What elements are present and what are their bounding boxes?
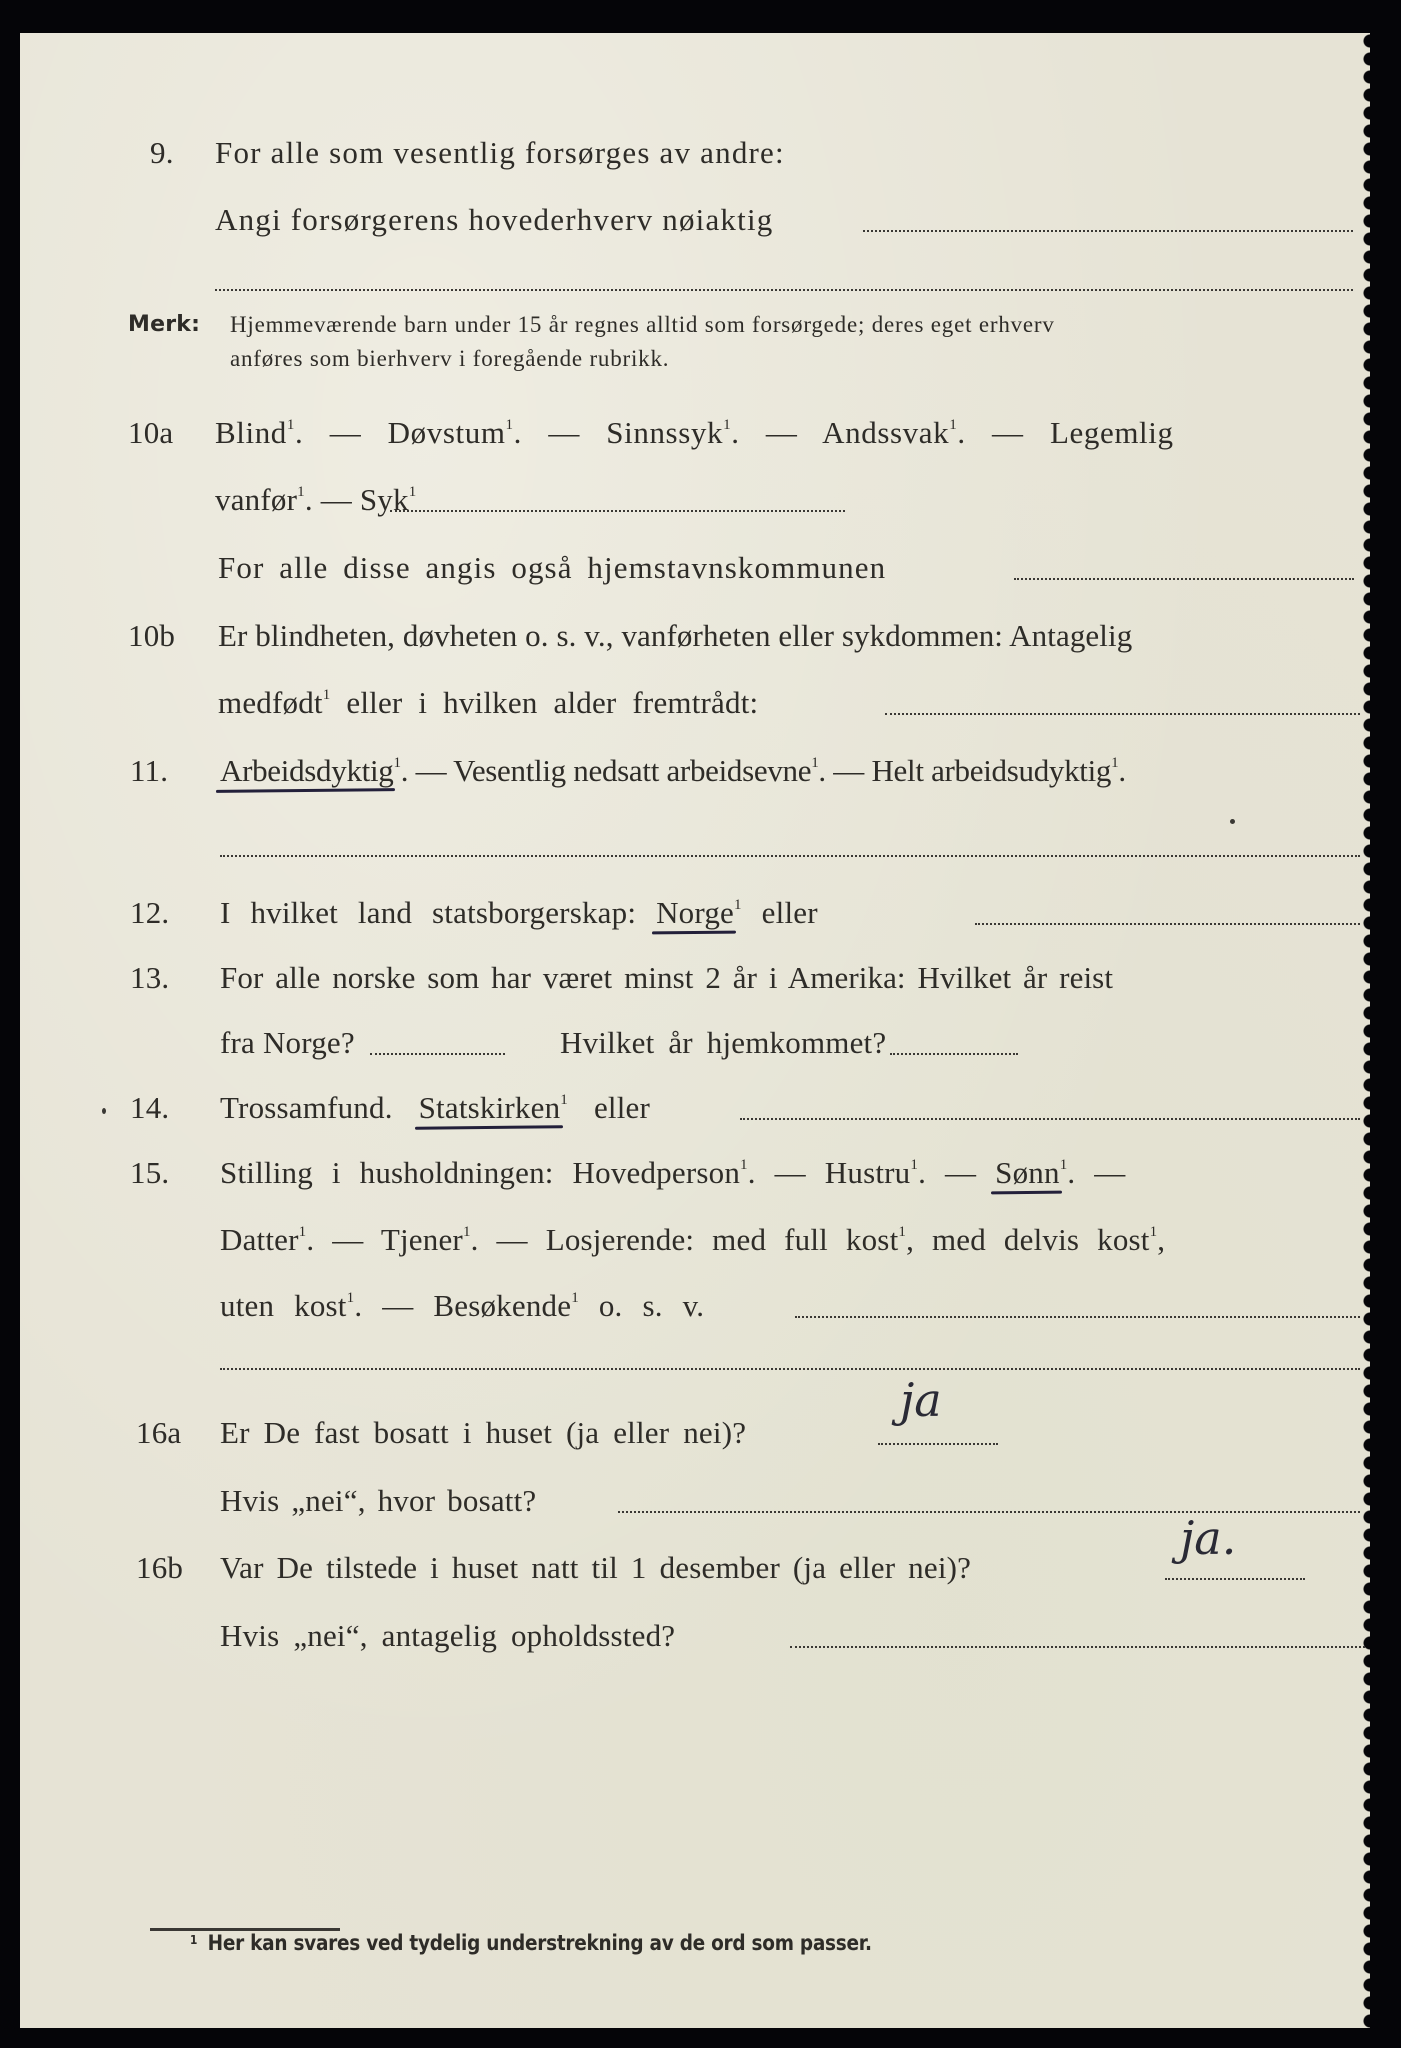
answer-line-reist[interactable] <box>370 1053 505 1055</box>
question-number: 12. <box>130 895 170 930</box>
question-text: Blind$^1$. — Døvstum$^1$. — Sinnssyk$^1$. — Andssvak$^1$. — Legemlig <box>215 415 1174 450</box>
perforated-edge <box>1362 33 1378 2028</box>
field-label: Hvis „nei“, hvor bosatt? <box>220 1483 537 1518</box>
question-text: vanfør$^1$. — Syk$^1$ <box>215 482 417 517</box>
answer-line[interactable] <box>220 855 1360 857</box>
question-number: 14. <box>130 1090 170 1125</box>
field-label: Hvilket år hjemkommet? <box>560 1025 887 1060</box>
question-number: 11. <box>130 753 169 788</box>
question-text: Trossamfund. Statskirken$^1$ eller <box>220 1090 651 1125</box>
field-label: fra Norge? <box>220 1025 355 1060</box>
question-text: I hvilket land statsborgerskap: Norge$^1$ eller <box>220 895 818 930</box>
question-text: Arbeidsdyktig$^1$. — Vesentlig nedsatt arbeidsevne$^1$. — Helt arbeidsudyktig$^1$. <box>220 753 1126 788</box>
answer-line[interactable] <box>878 1443 998 1445</box>
note-text: Hjemmeværende barn under 15 år regnes alltid som forsørgede; deres eget erhverv <box>230 312 1055 337</box>
question-text: Var De tilstede i huset natt til 1 desember (ja eller nei)? <box>220 1550 972 1585</box>
question-number: 16a <box>136 1415 182 1450</box>
answer-line-extra[interactable] <box>215 289 1353 291</box>
note-label: Merk: <box>128 312 201 337</box>
answer-line[interactable] <box>975 923 1360 925</box>
question-number: 15. <box>130 1155 170 1190</box>
footnote-text: Her kan svares ved tydelig understrekning av de ord som passer. <box>207 1931 872 1955</box>
answer-line[interactable] <box>863 230 1353 232</box>
answer-line[interactable] <box>740 1118 1360 1120</box>
answer-line[interactable] <box>1165 1578 1305 1580</box>
question-number: 10a <box>128 415 174 450</box>
answer-line[interactable] <box>790 1646 1365 1648</box>
field-label: medfødt$^1$ eller i hvilken alder fremtrådt: <box>218 685 759 720</box>
field-label: uten kost$^1$. — Besøkende$^1$ o. s. v. <box>220 1288 705 1323</box>
field-label: For alle disse angis også hjemstavnskommunen <box>218 550 887 585</box>
question-number: 16b <box>136 1550 184 1585</box>
question-text: For alle som vesentlig forsørges av andre: <box>215 135 785 170</box>
underlined-answer: Sønn <box>995 1155 1060 1190</box>
field-label: Hvis „nei“, antagelig opholdssted? <box>220 1618 676 1653</box>
question-number: 13. <box>130 960 170 995</box>
footnote-marker: 1 <box>190 1933 198 1947</box>
answer-line[interactable] <box>1014 578 1354 580</box>
answer-line-hjemkommet[interactable] <box>890 1053 1018 1055</box>
answer-line[interactable] <box>885 713 1360 715</box>
note-text: anføres som bierhverv i foregående rubrikk. <box>230 346 670 371</box>
census-form-page <box>20 33 1370 2028</box>
underlined-answer: Arbeidsdyktig <box>220 753 394 788</box>
ink-speck <box>102 1108 106 1114</box>
field-label: Angi forsørgerens hovederhverv nøiaktig <box>215 202 774 237</box>
question-text: Datter$^1$. — Tjener$^1$. — Losjerende: med full kost$^1$, med delvis kost$^1$, <box>220 1222 1166 1257</box>
footnote <box>190 1931 872 1955</box>
question-text: Er De fast bosatt i huset (ja eller nei)? <box>220 1415 747 1450</box>
answer-line-extra[interactable] <box>220 1368 1360 1370</box>
question-text: For alle norske som har været minst 2 år i Amerika: Hvilket år reist <box>220 960 1114 995</box>
question-text: Stilling i husholdningen: Hovedperson$^1$. — Hustru$^1$. — Sønn$^1$. — <box>220 1155 1126 1190</box>
answer-line[interactable] <box>390 510 845 512</box>
underlined-answer: Norge <box>656 895 735 930</box>
handwritten-answer: ja <box>900 1373 942 1427</box>
ink-speck <box>1230 819 1235 824</box>
question-text: Er blindheten, døvheten o. s. v., vanførheten eller sykdommen: Antagelig <box>218 618 1133 653</box>
handwritten-answer: ja. <box>1180 1511 1237 1565</box>
question-number: 9. <box>150 135 174 170</box>
question-number: 10b <box>128 618 176 653</box>
underlined-answer: Statskirken <box>418 1090 561 1125</box>
answer-line[interactable] <box>795 1316 1360 1318</box>
answer-line[interactable] <box>618 1511 1360 1513</box>
